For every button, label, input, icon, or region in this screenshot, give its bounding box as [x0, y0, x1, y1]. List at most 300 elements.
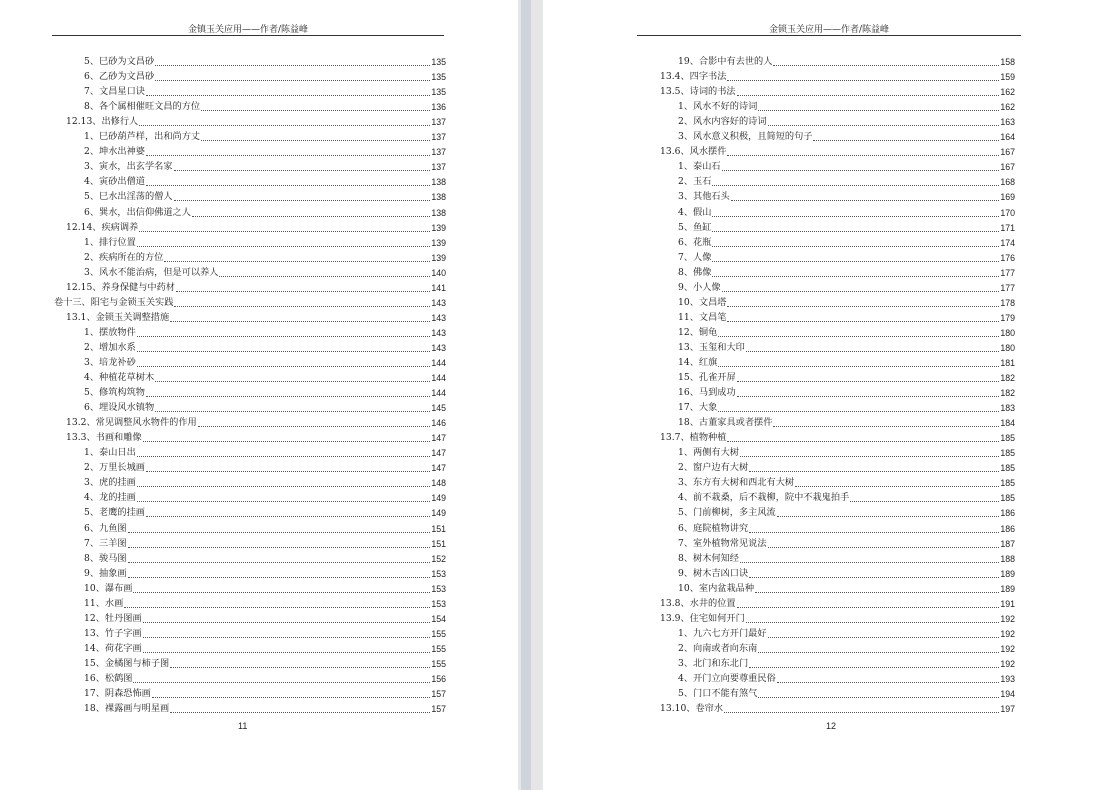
dot-leader — [124, 607, 430, 608]
dot-leader — [727, 155, 999, 156]
dot-leader — [768, 637, 1000, 638]
toc-entry-title: 6、巽水，出信仰佛道之人 — [84, 206, 191, 218]
toc-entry-page: 155 — [431, 643, 446, 654]
toc-entry-page: 135 — [431, 57, 446, 68]
dot-leader — [174, 170, 431, 171]
toc-entry[interactable] — [54, 99, 446, 114]
toc-entry-page: 147 — [431, 448, 446, 459]
dot-leader — [139, 125, 430, 126]
toc-entry[interactable] — [54, 596, 446, 611]
toc-entry-page: 151 — [431, 523, 446, 534]
toc-entry-title: 13.5、诗词的书法 — [660, 86, 736, 98]
dot-leader — [758, 697, 999, 698]
toc-entry[interactable] — [648, 265, 1015, 280]
toc-entry[interactable] — [648, 701, 1015, 716]
toc-entry-title: 9、小人像 — [678, 281, 721, 293]
dot-leader — [192, 216, 430, 217]
dot-leader — [712, 185, 999, 186]
toc-entry-title: 2、玉石 — [678, 176, 712, 188]
dot-leader — [712, 231, 999, 232]
page-header: 金锁玉关应用——作者/陈益峰 — [768, 25, 890, 35]
dot-leader — [746, 351, 999, 352]
toc-entry-page: 183 — [1000, 403, 1015, 414]
toc-entry-title: 1、巳砂葫芦样，出和尚方丈 — [84, 131, 201, 143]
toc-entry-title: 3、寅水，出玄学名家 — [84, 161, 173, 173]
toc-entry-title: 13.4、四字书法 — [660, 71, 727, 83]
dot-leader — [152, 697, 430, 698]
toc-entry[interactable] — [648, 325, 1015, 340]
toc-entry-title: 卷十三、阳宅与金锁玉关实践 — [54, 296, 174, 308]
dot-leader — [128, 532, 431, 533]
toc-entry-page: 143 — [431, 327, 446, 338]
toc-entry-title: 13.7、植物种植 — [660, 432, 727, 444]
toc-entry-title: 1、风水不好的诗词 — [678, 101, 758, 113]
toc-entry-title: 11、水画 — [84, 597, 124, 609]
dot-leader — [712, 246, 999, 247]
toc-entry[interactable] — [54, 325, 446, 340]
toc-entry-page: 155 — [431, 658, 446, 669]
toc-entry-page: 144 — [431, 388, 446, 399]
dot-leader — [128, 577, 431, 578]
toc-entry[interactable] — [54, 581, 446, 596]
toc-entry[interactable] — [54, 280, 446, 295]
dot-leader — [143, 652, 431, 653]
dot-leader — [133, 682, 430, 683]
toc-entry-page: 154 — [431, 613, 446, 624]
toc-entry-page: 137 — [431, 132, 446, 143]
dot-leader — [737, 396, 1000, 397]
toc-entry-page: 177 — [1000, 282, 1015, 293]
dot-leader — [737, 95, 1000, 96]
dot-leader — [155, 65, 430, 66]
toc-entry[interactable] — [648, 355, 1015, 370]
toc-entry[interactable] — [648, 204, 1015, 219]
toc-entry[interactable] — [54, 129, 446, 144]
toc-entry-page: 143 — [431, 312, 446, 323]
toc-entry-title: 9、树木吉凶口诀 — [678, 567, 749, 579]
toc-entry-title: 13.3、书画和雕像 — [66, 432, 142, 444]
toc-entry-page: 192 — [1000, 658, 1015, 669]
dot-leader — [137, 501, 431, 502]
dot-leader — [758, 652, 999, 653]
toc-entry-page: 137 — [431, 147, 446, 158]
toc-entry-page: 162 — [1000, 87, 1015, 98]
toc-entry-title: 3、风水不能治病，但是可以养人 — [84, 266, 219, 278]
toc-entry[interactable] — [648, 656, 1015, 671]
toc-entry-title: 2、增加水系 — [84, 341, 136, 353]
toc-entry-page: 186 — [1000, 508, 1015, 519]
dot-leader — [758, 110, 999, 111]
toc-entry-title: 5、鱼缸 — [678, 221, 712, 233]
dot-leader — [813, 140, 999, 141]
toc-entry[interactable] — [648, 400, 1015, 415]
toc-entry-title: 1、两侧有大树 — [678, 447, 739, 459]
toc-entry-page: 192 — [1000, 613, 1015, 624]
table-of-contents — [54, 54, 446, 716]
dot-leader — [176, 291, 430, 292]
toc-entry-title: 16、松鹤图 — [84, 672, 133, 684]
toc-entry[interactable] — [54, 445, 446, 460]
dot-leader — [712, 276, 999, 277]
toc-entry[interactable] — [648, 174, 1015, 189]
toc-entry-page: 179 — [1000, 312, 1015, 323]
toc-entry[interactable] — [648, 536, 1015, 551]
dot-leader — [219, 276, 430, 277]
toc-entry-page: 146 — [431, 418, 446, 429]
dot-leader — [174, 306, 430, 307]
toc-entry-title: 4、开门立向要尊重民俗 — [678, 672, 776, 684]
dot-leader — [146, 516, 430, 517]
toc-entry-title: 6、花瓶 — [678, 236, 712, 248]
toc-entry-title: 6、九鱼图 — [84, 522, 127, 534]
toc-entry-title: 14、荷花字画 — [84, 642, 142, 654]
dot-leader — [727, 80, 999, 81]
toc-entry[interactable] — [54, 536, 446, 551]
dot-leader — [170, 321, 430, 322]
right-page — [543, 0, 1095, 790]
toc-entry-page: 185 — [1000, 463, 1015, 474]
toc-entry-page: 189 — [1000, 583, 1015, 594]
toc-entry-title: 4、种植花草树木 — [84, 372, 155, 384]
page-number: 11 — [238, 721, 248, 731]
toc-entry-title: 4、前不栽桑，后不栽柳，院中不栽鬼拍手 — [678, 492, 850, 504]
dot-leader — [746, 622, 1000, 623]
dot-leader — [170, 712, 430, 713]
toc-entry-title: 12.15、养身保健与中药材 — [66, 281, 175, 293]
toc-entry[interactable] — [648, 129, 1015, 144]
toc-entry[interactable] — [54, 475, 446, 490]
toc-entry-page: 187 — [1000, 538, 1015, 549]
toc-entry[interactable] — [54, 220, 446, 235]
toc-entry-title: 18、古董家具或者摆件 — [678, 417, 773, 429]
toc-entry-page: 144 — [431, 357, 446, 368]
toc-entry[interactable] — [648, 84, 1015, 99]
dot-leader — [850, 501, 999, 502]
toc-entry[interactable] — [54, 656, 446, 671]
toc-entry-title: 8、佛像 — [678, 266, 712, 278]
toc-entry[interactable] — [648, 99, 1015, 114]
toc-entry-page: 153 — [431, 568, 446, 579]
toc-entry-title: 10、瀑布画 — [84, 582, 133, 594]
toc-entry[interactable] — [648, 235, 1015, 250]
toc-entry-page: 149 — [431, 493, 446, 504]
toc-entry-page: 197 — [1000, 704, 1015, 715]
toc-entry-page: 162 — [1000, 102, 1015, 113]
toc-entry-page: 181 — [1000, 357, 1015, 368]
toc-entry[interactable] — [54, 385, 446, 400]
toc-entry-title: 3、培龙补砂 — [84, 356, 136, 368]
toc-entry-page: 157 — [431, 704, 446, 715]
toc-entry-title: 12、铜龟 — [678, 326, 718, 338]
toc-entry-title: 5、老鹰的挂画 — [84, 507, 145, 519]
toc-entry-title: 8、树木何知经 — [678, 552, 739, 564]
toc-entry-page: 180 — [1000, 342, 1015, 353]
toc-entry-page: 182 — [1000, 388, 1015, 399]
toc-entry[interactable] — [648, 385, 1015, 400]
toc-entry[interactable] — [54, 701, 446, 716]
toc-entry[interactable] — [648, 551, 1015, 566]
toc-entry-title: 2、疾病所在的方位 — [84, 251, 164, 263]
toc-entry-title: 1、泰山石 — [678, 161, 721, 173]
toc-entry-page: 158 — [1000, 57, 1015, 68]
toc-entry[interactable] — [54, 54, 446, 69]
toc-entry[interactable] — [54, 551, 446, 566]
toc-entry-page: 167 — [1000, 162, 1015, 173]
toc-entry[interactable] — [648, 490, 1015, 505]
dot-leader — [146, 95, 430, 96]
toc-entry[interactable] — [648, 250, 1015, 265]
toc-entry[interactable] — [648, 114, 1015, 129]
toc-entry[interactable] — [648, 310, 1015, 325]
toc-entry-page: 138 — [431, 207, 446, 218]
toc-entry[interactable] — [54, 400, 446, 415]
toc-entry-title: 3、北门和东北门 — [678, 657, 749, 669]
dot-leader — [170, 667, 430, 668]
dot-leader — [143, 441, 431, 442]
toc-entry[interactable] — [648, 144, 1015, 159]
toc-entry-page: 184 — [1000, 418, 1015, 429]
toc-entry[interactable] — [54, 204, 446, 219]
dot-leader — [137, 336, 431, 337]
toc-entry-title: 17、阴森恐怖画 — [84, 688, 151, 700]
toc-entry-title: 6、埋设风水镇物 — [84, 402, 155, 414]
toc-entry-title: 3、东方有大树和西北有大树 — [678, 477, 795, 489]
toc-entry[interactable] — [648, 69, 1015, 84]
toc-entry-title: 4、寅砂出僧道 — [84, 176, 145, 188]
dot-leader — [198, 426, 431, 427]
toc-entry-title: 13、竹子字画 — [84, 627, 142, 639]
dot-leader — [155, 411, 430, 412]
toc-entry-title: 18、裸露画与明星画 — [84, 703, 170, 715]
toc-entry[interactable] — [54, 671, 446, 686]
dot-leader — [773, 426, 999, 427]
toc-entry-title: 13、玉玺和大印 — [678, 341, 745, 353]
toc-entry[interactable] — [54, 490, 446, 505]
toc-entry-page: 185 — [1000, 493, 1015, 504]
dot-leader — [137, 351, 431, 352]
page-number: 12 — [826, 721, 837, 731]
dot-leader — [146, 471, 430, 472]
dot-leader — [712, 216, 999, 217]
toc-entry-page: 182 — [1000, 373, 1015, 384]
dot-leader — [146, 185, 430, 186]
toc-entry-page: 185 — [1000, 478, 1015, 489]
toc-entry[interactable] — [648, 295, 1015, 310]
toc-entry-title: 13.1、金锁玉关调整措施 — [66, 311, 170, 323]
toc-entry-title: 3、风水意义积极，且简短的句子 — [678, 131, 813, 143]
toc-entry-title: 15、孔雀开屏 — [678, 372, 736, 384]
toc-entry[interactable] — [54, 520, 446, 535]
toc-entry[interactable] — [54, 415, 446, 430]
toc-entry-page: 144 — [431, 373, 446, 384]
toc-entry[interactable] — [648, 566, 1015, 581]
toc-entry-title: 3、其他石头 — [678, 191, 730, 203]
toc-entry[interactable] — [648, 430, 1015, 445]
toc-entry[interactable] — [54, 566, 446, 581]
dot-leader — [749, 577, 999, 578]
toc-entry-title: 8、骏马图 — [84, 552, 127, 564]
toc-entry-page: 137 — [431, 162, 446, 173]
dot-leader — [755, 592, 999, 593]
toc-entry-page: 140 — [431, 267, 446, 278]
dot-leader — [727, 321, 999, 322]
toc-entry[interactable] — [648, 220, 1015, 235]
toc-entry[interactable] — [54, 686, 446, 701]
toc-entry-page: 177 — [1000, 267, 1015, 278]
dot-leader — [137, 456, 431, 457]
dot-leader — [795, 486, 999, 487]
toc-entry[interactable] — [648, 340, 1015, 355]
toc-entry-page: 143 — [431, 342, 446, 353]
dot-leader — [133, 592, 430, 593]
toc-entry-page: 185 — [1000, 433, 1015, 444]
toc-entry[interactable] — [648, 671, 1015, 686]
dot-leader — [137, 366, 431, 367]
dot-leader — [777, 516, 1000, 517]
toc-entry[interactable] — [648, 189, 1015, 204]
dot-leader — [740, 456, 999, 457]
toc-entry-page: 169 — [1000, 192, 1015, 203]
toc-entry-page: 136 — [431, 102, 446, 113]
toc-entry[interactable] — [648, 611, 1015, 626]
toc-entry-page: 135 — [431, 87, 446, 98]
toc-entry-title: 13.8、水井的位置 — [660, 597, 736, 609]
toc-entry[interactable] — [54, 340, 446, 355]
dot-leader — [718, 336, 999, 337]
toc-entry-title: 12、牡丹图画 — [84, 612, 142, 624]
toc-entry[interactable] — [648, 686, 1015, 701]
toc-entry-title: 12.14、疾病调养 — [66, 221, 139, 233]
toc-entry-page: 139 — [431, 237, 446, 248]
table-of-contents — [648, 54, 1015, 716]
toc-entry-title: 7、三羊图 — [84, 537, 127, 549]
toc-entry-page: 157 — [431, 689, 446, 700]
toc-entry[interactable] — [54, 265, 446, 280]
dot-leader — [749, 667, 999, 668]
toc-entry-page: 164 — [1000, 132, 1015, 143]
dot-leader — [724, 712, 999, 713]
toc-entry-title: 5、门前柳树，多主风流 — [678, 507, 776, 519]
toc-entry[interactable] — [648, 159, 1015, 174]
toc-entry-title: 13.6、风水摆件 — [660, 146, 727, 158]
toc-entry[interactable] — [54, 114, 446, 129]
toc-entry-title: 6、乙砂为文昌砂 — [84, 71, 155, 83]
toc-entry-title: 14、红旗 — [678, 356, 718, 368]
dot-leader — [201, 140, 430, 141]
toc-entry[interactable] — [54, 310, 446, 325]
toc-entry[interactable] — [54, 189, 446, 204]
toc-entry-title: 3、虎的挂画 — [84, 477, 136, 489]
toc-entry[interactable] — [54, 295, 446, 310]
toc-entry-title: 10、文昌塔 — [678, 296, 727, 308]
toc-entry-title: 1、泰山日出 — [84, 447, 136, 459]
dot-leader — [143, 637, 431, 638]
dot-leader — [722, 291, 1000, 292]
toc-entry[interactable] — [54, 460, 446, 475]
toc-entry[interactable] — [648, 460, 1015, 475]
toc-entry[interactable] — [54, 611, 446, 626]
toc-entry-page: 170 — [1000, 207, 1015, 218]
dot-leader — [712, 261, 999, 262]
toc-entry[interactable] — [648, 475, 1015, 490]
toc-entry[interactable] — [648, 415, 1015, 430]
toc-entry-page: 192 — [1000, 643, 1015, 654]
toc-entry[interactable] — [54, 641, 446, 656]
toc-entry-title: 1、九六七方开门最好 — [678, 627, 767, 639]
dot-leader — [737, 607, 1000, 608]
toc-entry-page: 135 — [431, 72, 446, 83]
toc-entry[interactable] — [54, 69, 446, 84]
toc-entry[interactable] — [54, 370, 446, 385]
toc-entry[interactable] — [648, 596, 1015, 611]
dot-leader — [155, 80, 430, 81]
toc-entry[interactable] — [54, 144, 446, 159]
toc-entry-page: 191 — [1000, 598, 1015, 609]
toc-entry-page: 194 — [1000, 689, 1015, 700]
dot-leader — [137, 246, 431, 247]
toc-entry-page: 180 — [1000, 327, 1015, 338]
dot-leader — [727, 441, 999, 442]
toc-entry[interactable] — [648, 505, 1015, 520]
toc-entry-page: 147 — [431, 463, 446, 474]
toc-entry-page: 139 — [431, 252, 446, 263]
dot-leader — [773, 65, 999, 66]
toc-entry-title: 13.2、常见调整风水物件的作用 — [66, 417, 197, 429]
dot-leader — [768, 547, 1000, 548]
toc-entry[interactable] — [54, 250, 446, 265]
toc-entry[interactable] — [648, 370, 1015, 385]
toc-entry-page: 167 — [1000, 147, 1015, 158]
toc-entry[interactable] — [648, 280, 1015, 295]
dot-leader — [718, 366, 999, 367]
toc-entry[interactable] — [54, 84, 446, 99]
toc-entry-page: 171 — [1000, 222, 1015, 233]
toc-entry-page: 147 — [431, 433, 446, 444]
toc-entry[interactable] — [54, 174, 446, 189]
toc-entry[interactable] — [54, 626, 446, 641]
toc-entry[interactable] — [648, 581, 1015, 596]
toc-entry[interactable] — [648, 641, 1015, 656]
toc-entry-page: 137 — [431, 117, 446, 128]
toc-entry[interactable] — [54, 159, 446, 174]
toc-entry-page: 141 — [431, 282, 446, 293]
toc-entry-page: 189 — [1000, 568, 1015, 579]
toc-entry[interactable] — [648, 626, 1015, 641]
toc-entry-page: 138 — [431, 192, 446, 203]
dot-leader — [740, 562, 999, 563]
toc-entry-title: 7、室外植物常见说法 — [678, 537, 767, 549]
toc-entry[interactable] — [54, 355, 446, 370]
dot-leader — [777, 682, 1000, 683]
toc-entry-title: 2、向南或者向东南 — [678, 642, 758, 654]
toc-entry-page: 145 — [431, 403, 446, 414]
toc-entry[interactable] — [54, 430, 446, 445]
toc-entry-title: 5、门口不能有煞气 — [678, 688, 758, 700]
toc-entry-page: 148 — [431, 478, 446, 489]
toc-entry[interactable] — [648, 445, 1015, 460]
dot-leader — [146, 155, 430, 156]
dot-leader — [174, 200, 431, 201]
toc-entry[interactable] — [54, 235, 446, 250]
toc-entry-title: 1、摆放物件 — [84, 326, 136, 338]
toc-entry[interactable] — [54, 505, 446, 520]
toc-entry[interactable] — [648, 54, 1015, 69]
dot-leader — [143, 622, 431, 623]
dot-leader — [768, 125, 1000, 126]
toc-entry-page: 153 — [431, 583, 446, 594]
toc-entry-title: 2、窗户边有大树 — [678, 462, 749, 474]
toc-entry[interactable] — [648, 520, 1015, 535]
